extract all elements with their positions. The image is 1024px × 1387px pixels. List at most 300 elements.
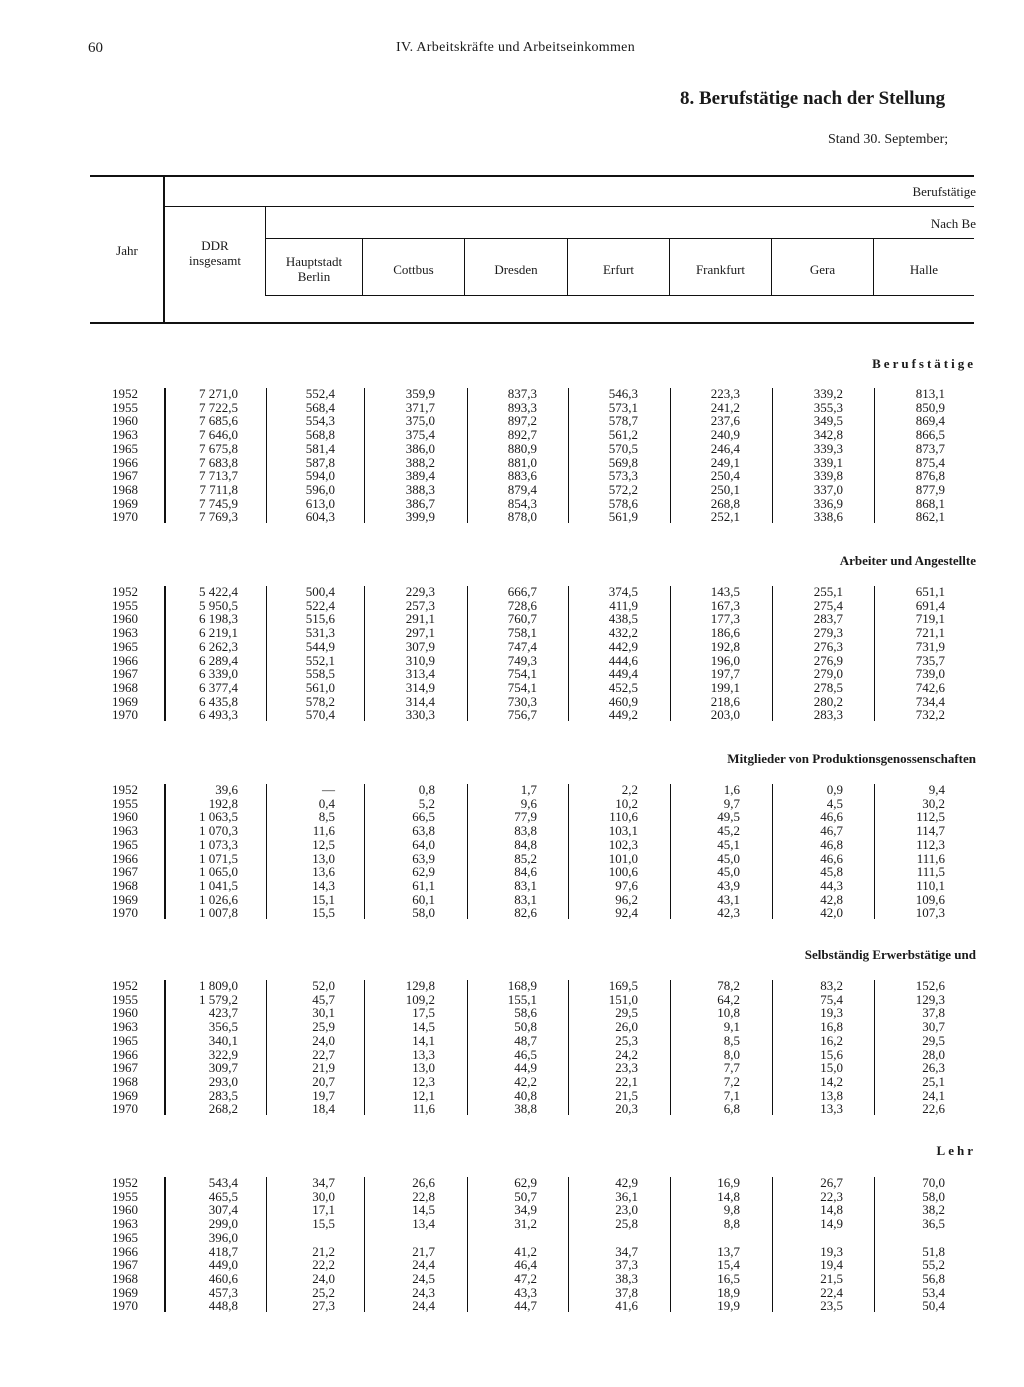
value-cell: 109,2 — [405, 991, 435, 1007]
value-cell: 1 071,5 — [199, 850, 238, 866]
value-cell: 24,4 — [412, 1257, 435, 1273]
table-row — [0, 640, 1024, 654]
value-cell: 97,6 — [615, 877, 638, 893]
year-cell: 1969 — [112, 891, 138, 907]
table-row — [0, 1075, 1024, 1089]
value-cell: 83,8 — [514, 823, 537, 839]
value-cell: 26,0 — [615, 1019, 638, 1035]
value-cell: 14,3 — [312, 877, 335, 893]
value-cell: 52,0 — [312, 978, 335, 993]
value-cell: 9,1 — [723, 1019, 740, 1035]
value-cell: 371,7 — [405, 399, 435, 415]
value-cell: 11,6 — [312, 823, 335, 839]
value-cell: 34,7 — [615, 1243, 638, 1259]
table-row — [0, 585, 1024, 599]
value-cell: 203,0 — [710, 707, 740, 723]
value-cell: 7 685,6 — [199, 413, 238, 429]
value-cell: 374,5 — [608, 584, 638, 599]
value-cell: 62,9 — [412, 864, 435, 880]
value-cell: 30,1 — [312, 1005, 335, 1021]
header-divider-year — [163, 176, 165, 324]
value-cell: 573,1 — [608, 399, 638, 415]
table-row — [0, 1006, 1024, 1020]
value-cell: 110,6 — [609, 809, 638, 825]
value-cell: 61,1 — [412, 877, 435, 893]
value-cell: 6 289,4 — [199, 652, 238, 668]
value-cell: 229,3 — [405, 584, 435, 599]
value-cell: 250,4 — [710, 468, 740, 484]
year-cell: 1955 — [112, 597, 138, 613]
value-cell: 10,8 — [717, 1005, 740, 1021]
section-title: Mitglieder von Produktionsgenossenschaften — [727, 751, 976, 766]
value-cell: 218,6 — [710, 693, 740, 709]
value-cell: 19,9 — [717, 1298, 740, 1314]
value-cell: 29,5 — [922, 1032, 945, 1048]
section-title: Lehr — [936, 1143, 976, 1158]
value-cell: 30,2 — [922, 795, 945, 811]
table-row — [0, 497, 1024, 511]
value-cell: 13,3 — [412, 1046, 435, 1062]
value-cell: 24,2 — [615, 1046, 638, 1062]
table-row — [0, 783, 1024, 797]
value-cell: 24,4 — [412, 1298, 435, 1314]
value-cell: 37,8 — [922, 1005, 945, 1021]
value-cell: 12,5 — [312, 836, 335, 852]
value-cell: 6 198,3 — [199, 611, 238, 627]
value-cell: 389,4 — [405, 468, 435, 484]
value-cell: 15,5 — [312, 1216, 335, 1232]
value-cell: 19,4 — [820, 1257, 843, 1273]
value-cell: 897,2 — [507, 413, 537, 429]
value-cell: 279,0 — [813, 666, 843, 682]
table-row — [0, 1231, 1024, 1245]
year-cell: 1965 — [112, 440, 138, 456]
header-ddr-line2: insgesamt — [189, 253, 241, 268]
value-cell: 26,6 — [412, 1175, 435, 1190]
value-cell: 280,2 — [813, 693, 843, 709]
value-cell: 37,3 — [615, 1257, 638, 1273]
value-cell: 438,5 — [608, 611, 638, 627]
year-cell: 1960 — [112, 611, 138, 627]
table-row — [0, 681, 1024, 695]
value-cell: 196,0 — [710, 652, 740, 668]
value-cell: 543,4 — [208, 1175, 238, 1190]
table-row — [0, 906, 1024, 920]
value-cell: 25,8 — [615, 1216, 638, 1232]
table-row — [0, 824, 1024, 838]
value-cell: 4,5 — [826, 795, 843, 811]
year-cell: 1970 — [112, 707, 138, 723]
value-cell: 13,3 — [820, 1101, 843, 1117]
value-cell: 39,6 — [215, 782, 238, 797]
value-cell: 561,2 — [608, 427, 638, 443]
value-cell: 6 435,8 — [199, 693, 238, 709]
value-cell: 866,5 — [915, 427, 945, 443]
value-cell: 1 809,0 — [199, 978, 238, 993]
value-cell: 30,0 — [312, 1188, 335, 1204]
value-cell: 55,2 — [922, 1257, 945, 1273]
value-cell: 45,7 — [312, 991, 335, 1007]
value-cell: 594,0 — [305, 468, 335, 484]
table-row — [0, 879, 1024, 893]
value-cell: 1 026,6 — [199, 891, 238, 907]
table-row — [0, 483, 1024, 497]
value-cell: 9,7 — [723, 795, 740, 811]
value-cell: 42,3 — [717, 905, 740, 921]
value-cell: 721,1 — [915, 625, 945, 641]
year-cell: 1966 — [112, 454, 138, 470]
value-cell: 50,4 — [922, 1298, 945, 1314]
value-cell: 24,5 — [412, 1270, 435, 1286]
value-cell: 375,0 — [405, 413, 435, 429]
value-cell: 22,8 — [412, 1188, 435, 1204]
value-cell: 573,3 — [608, 468, 638, 484]
header-col-berlin — [266, 254, 362, 284]
value-cell: 552,1 — [305, 652, 335, 668]
value-cell: 21,2 — [312, 1243, 335, 1259]
value-cell: 50,7 — [514, 1188, 537, 1204]
value-cell: 70,0 — [922, 1175, 945, 1190]
value-cell: 314,4 — [405, 693, 435, 709]
value-cell: 813,1 — [915, 386, 945, 401]
value-cell: 13,6 — [312, 864, 335, 880]
value-cell: 75,4 — [820, 991, 843, 1007]
value-cell: 339,2 — [813, 386, 843, 401]
year-cell: 1968 — [112, 877, 138, 893]
year-cell: 1960 — [112, 809, 138, 825]
table-row — [0, 1203, 1024, 1217]
value-cell: 56,8 — [922, 1270, 945, 1286]
value-cell: 92,4 — [615, 905, 638, 921]
value-cell: 23,0 — [615, 1202, 638, 1218]
value-cell: 240,9 — [710, 427, 740, 443]
value-cell: 691,4 — [915, 597, 945, 613]
value-cell: 13,7 — [717, 1243, 740, 1259]
running-head: IV. Arbeitskräfte und Arbeitseinkommen — [396, 40, 635, 55]
value-cell: 522,4 — [305, 597, 335, 613]
value-cell: 36,5 — [922, 1216, 945, 1232]
value-cell: 22,1 — [615, 1073, 638, 1089]
header-col-line2: Berlin — [297, 269, 331, 284]
value-cell: 19,7 — [312, 1087, 335, 1103]
value-cell: 19,3 — [820, 1005, 843, 1021]
value-cell: 16,8 — [820, 1019, 843, 1035]
year-cell: 1966 — [112, 1243, 138, 1259]
value-cell: 1 063,5 — [199, 809, 238, 825]
value-cell: 734,4 — [915, 693, 945, 709]
value-cell: 15,0 — [820, 1060, 843, 1076]
value-cell: 6 493,3 — [199, 707, 238, 723]
value-cell: 21,7 — [412, 1243, 435, 1259]
value-cell: 109,6 — [915, 891, 945, 907]
table-row — [0, 893, 1024, 907]
value-cell: 19,3 — [820, 1243, 843, 1259]
value-cell: 192,8 — [208, 795, 238, 811]
value-cell: 14,9 — [820, 1216, 843, 1232]
value-cell: 310,9 — [405, 652, 435, 668]
table-row — [0, 979, 1024, 993]
value-cell: 881,0 — [507, 454, 537, 470]
year-cell: 1970 — [112, 1298, 138, 1314]
value-cell: 101,0 — [608, 850, 638, 866]
table-row — [0, 599, 1024, 613]
table-row — [0, 428, 1024, 442]
value-cell: 730,3 — [507, 693, 537, 709]
table-row — [0, 1286, 1024, 1300]
value-cell: 24,0 — [312, 1032, 335, 1048]
value-cell: 307,4 — [208, 1202, 238, 1218]
value-cell: 442,9 — [608, 638, 638, 654]
value-cell: 14,5 — [412, 1019, 435, 1035]
value-cell: 875,4 — [915, 454, 945, 470]
table-row — [0, 510, 1024, 524]
value-cell: 38,3 — [615, 1270, 638, 1286]
year-cell: 1967 — [112, 666, 138, 682]
value-cell: 6 339,0 — [199, 666, 238, 682]
value-cell: 43,3 — [514, 1284, 537, 1300]
value-cell: 279,3 — [813, 625, 843, 641]
value-cell: 14,8 — [717, 1188, 740, 1204]
year-cell: 1967 — [112, 468, 138, 484]
table-row — [0, 865, 1024, 879]
table-row — [0, 626, 1024, 640]
value-cell: 20,7 — [312, 1073, 335, 1089]
year-cell: 1952 — [112, 1175, 138, 1190]
value-cell: 837,3 — [507, 386, 537, 401]
value-cell: 8,8 — [723, 1216, 740, 1232]
year-cell: 1952 — [112, 782, 138, 797]
value-cell: 330,3 — [405, 707, 435, 723]
header-col-gera: Gera — [809, 262, 836, 277]
columns-rule — [266, 295, 974, 296]
value-cell: 337,0 — [813, 481, 843, 497]
year-cell: 1955 — [112, 1188, 138, 1204]
value-cell: 110,1 — [916, 877, 945, 893]
value-cell: 5 950,5 — [199, 597, 238, 613]
value-cell: 45,0 — [717, 864, 740, 880]
value-cell: 15,1 — [312, 891, 335, 907]
value-cell: 18,9 — [717, 1284, 740, 1300]
value-cell: 754,1 — [507, 666, 537, 682]
value-cell: 112,5 — [916, 809, 945, 825]
value-cell: 7 683,8 — [199, 454, 238, 470]
value-cell: 719,1 — [915, 611, 945, 627]
table-row — [0, 1020, 1024, 1034]
value-cell: 45,0 — [717, 850, 740, 866]
table-row — [0, 1061, 1024, 1075]
value-cell: 7 722,5 — [199, 399, 238, 415]
value-cell: 309,7 — [208, 1060, 238, 1076]
year-cell: 1968 — [112, 679, 138, 695]
value-cell: 12,1 — [412, 1087, 435, 1103]
value-cell: 246,4 — [710, 440, 740, 456]
value-cell: 747,4 — [507, 638, 537, 654]
value-cell: 850,9 — [915, 399, 945, 415]
header-year: Jahr — [116, 243, 138, 258]
value-cell: 21,5 — [615, 1087, 638, 1103]
value-cell: 41,2 — [514, 1243, 537, 1259]
header-col-line1: Hauptstadt — [285, 254, 343, 269]
year-cell: 1969 — [112, 693, 138, 709]
value-cell: 167,3 — [710, 597, 740, 613]
value-cell: 63,9 — [412, 850, 435, 866]
value-cell: 25,2 — [312, 1284, 335, 1300]
value-cell: 5 422,4 — [199, 584, 238, 599]
value-cell: 531,3 — [305, 625, 335, 641]
value-cell: 880,9 — [507, 440, 537, 456]
year-cell: 1966 — [112, 652, 138, 668]
value-cell: 596,0 — [305, 481, 335, 497]
value-cell: 578,7 — [608, 413, 638, 429]
year-cell: 1960 — [112, 413, 138, 429]
value-cell: 7,7 — [723, 1060, 740, 1076]
value-cell: 756,7 — [507, 707, 537, 723]
year-cell: 1955 — [112, 795, 138, 811]
table-row — [0, 810, 1024, 824]
value-cell: 760,7 — [507, 611, 537, 627]
value-cell: 0,9 — [826, 782, 843, 797]
value-cell: 192,8 — [710, 638, 740, 654]
year-cell: 1969 — [112, 495, 138, 511]
value-cell: 23,3 — [615, 1060, 638, 1076]
value-cell: 31,2 — [514, 1216, 537, 1232]
value-cell: 15,6 — [820, 1046, 843, 1062]
value-cell: 46,8 — [820, 836, 843, 852]
value-cell: 38,2 — [922, 1202, 945, 1218]
value-cell: 9,6 — [520, 795, 537, 811]
value-cell: 114,7 — [916, 823, 945, 839]
value-cell: 561,9 — [608, 509, 638, 525]
value-cell: 1 007,8 — [199, 905, 238, 921]
value-cell: 1 041,5 — [199, 877, 238, 893]
value-cell: 96,2 — [615, 891, 638, 907]
value-cell: 5,2 — [418, 795, 435, 811]
value-cell: 197,7 — [710, 666, 740, 682]
value-cell: 40,8 — [514, 1087, 537, 1103]
value-cell: 338,6 — [813, 509, 843, 525]
value-cell: 22,6 — [922, 1101, 945, 1117]
value-cell: 749,3 — [507, 652, 537, 668]
value-cell: 129,3 — [915, 991, 945, 1007]
value-cell: 10,2 — [615, 795, 638, 811]
value-cell: 22,4 — [820, 1284, 843, 1300]
value-cell: 572,2 — [608, 481, 638, 497]
value-cell: 568,4 — [305, 399, 335, 415]
value-cell: 27,3 — [312, 1298, 335, 1314]
value-cell: 604,3 — [305, 509, 335, 525]
table-row — [0, 401, 1024, 415]
year-cell: 1968 — [112, 1270, 138, 1286]
value-cell: 143,5 — [710, 584, 740, 599]
year-cell: 1963 — [112, 823, 138, 839]
value-cell: 16,5 — [717, 1270, 740, 1286]
value-cell: 868,1 — [915, 495, 945, 511]
value-cell: 544,9 — [305, 638, 335, 654]
value-cell: 465,5 — [208, 1188, 238, 1204]
value-cell: 578,6 — [608, 495, 638, 511]
value-cell: 731,9 — [915, 638, 945, 654]
header-col-halle: Halle — [909, 262, 939, 277]
value-cell: 7 646,0 — [199, 427, 238, 443]
value-cell: 449,2 — [608, 707, 638, 723]
value-cell: 878,0 — [507, 509, 537, 525]
value-cell: 257,3 — [405, 597, 435, 613]
value-cell: 457,3 — [208, 1284, 238, 1300]
value-cell: 570,5 — [608, 440, 638, 456]
year-cell: 1965 — [112, 638, 138, 654]
value-cell: 46,4 — [514, 1257, 537, 1273]
value-cell: 6,8 — [723, 1101, 740, 1117]
value-cell: 45,1 — [717, 836, 740, 852]
table-row — [0, 708, 1024, 722]
value-cell: 111,5 — [916, 864, 945, 880]
value-cell: 587,8 — [305, 454, 335, 470]
table-row — [0, 1245, 1024, 1259]
value-cell: 13,8 — [820, 1087, 843, 1103]
value-cell: 42,2 — [514, 1073, 537, 1089]
year-cell: 1967 — [112, 1060, 138, 1076]
value-cell: 336,9 — [813, 495, 843, 511]
value-cell: 237,6 — [710, 413, 740, 429]
header-group: Berufstätige — [912, 184, 976, 199]
year-cell: 1969 — [112, 1087, 138, 1103]
value-cell: 569,8 — [608, 454, 638, 470]
value-cell: 46,5 — [514, 1046, 537, 1062]
value-cell: 6 219,1 — [199, 625, 238, 641]
value-cell: 7 713,7 — [199, 468, 238, 484]
table-row — [0, 695, 1024, 709]
value-cell: 63,8 — [412, 823, 435, 839]
value-cell: 396,0 — [208, 1229, 238, 1245]
year-cell: 1952 — [112, 386, 138, 401]
value-cell: 359,9 — [405, 386, 435, 401]
value-cell: 570,4 — [305, 707, 335, 723]
value-cell: 11,6 — [412, 1101, 435, 1117]
table-row — [0, 387, 1024, 401]
value-cell: 20,3 — [615, 1101, 638, 1117]
year-cell: 1968 — [112, 1073, 138, 1089]
value-cell: 8,0 — [723, 1046, 740, 1062]
value-cell: 43,9 — [717, 877, 740, 893]
table-row — [0, 1048, 1024, 1062]
value-cell: 16,9 — [717, 1175, 740, 1190]
value-cell: 340,1 — [208, 1032, 238, 1048]
year-cell: 1955 — [112, 399, 138, 415]
value-cell: 515,6 — [305, 611, 335, 627]
value-cell: 60,1 — [412, 891, 435, 907]
value-cell: 339,1 — [813, 454, 843, 470]
value-cell: 293,0 — [208, 1073, 238, 1089]
value-cell: 877,9 — [915, 481, 945, 497]
value-cell: 17,1 — [312, 1202, 335, 1218]
table-row — [0, 612, 1024, 626]
year-cell: 1969 — [112, 1284, 138, 1300]
value-cell: 666,7 — [507, 584, 537, 599]
value-cell: 30,7 — [922, 1019, 945, 1035]
value-cell: 862,1 — [915, 509, 945, 525]
value-cell: 26,3 — [922, 1060, 945, 1076]
value-cell: 13,0 — [412, 1060, 435, 1076]
value-cell: 45,8 — [820, 864, 843, 880]
value-cell: 1 073,3 — [199, 836, 238, 852]
value-cell: 275,4 — [813, 597, 843, 613]
value-cell: 14,1 — [412, 1032, 435, 1048]
year-cell: 1967 — [112, 864, 138, 880]
value-cell: 223,3 — [710, 386, 740, 401]
value-cell: 22,2 — [312, 1257, 335, 1273]
value-cell: 199,1 — [710, 679, 740, 695]
value-cell: 6 377,4 — [199, 679, 238, 695]
